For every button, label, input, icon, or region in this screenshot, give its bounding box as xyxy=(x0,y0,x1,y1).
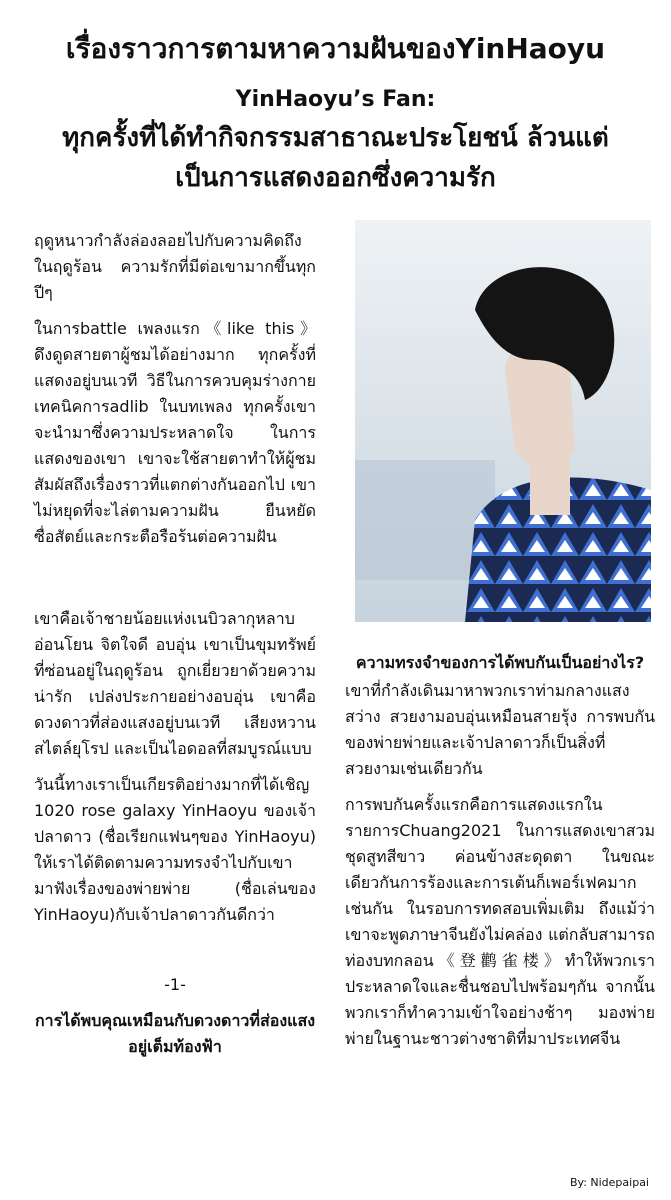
invitation-paragraph: วันนี้ทางเราเป็นเกียรติอย่างมากที่ได้เชิญ 1020 rose galaxy YinHaoyu ของเจ้าปลาดาว (ชื่อเรียกแฟนๆของ YinHaoyu) ให้เราได้ติดตามความทรงจำไปกับเขา มาฟังเรื่องของพ่ายพ่าย (ชื่อเล่นของ YinHaoyu)กับเจ้าปลาดาวกันดีกว่า xyxy=(34,775,316,924)
article-headline-line-2: เป็นการแสดงออกซึ่งความรัก xyxy=(175,163,496,193)
portrait-photo xyxy=(355,220,651,622)
prince-paragraph: เขาคือเจ้าชายน้อยแห่งเนบิวลากุหลาบ อ่อนโยน จิตใจดี อบอุ่น เขาเป็นขุมทรัพย์ที่ซ่อนอยู่ในฤดูร้อน ถูกเยี่ยวยาด้วยความน่ารัก เปล่งประกายอย่างอบอุ่น เขาคือดวงดาวที่ส่องแสงอยู่บนเวที เสียงหวานสไตล์ยุโรป และเป็นไอดอลที่สมบูรณ์แบบ xyxy=(34,609,316,758)
intro-paragraph: ฤดูหนาวกำลังล่องลอยไปกับความคิดถึงในฤดูร้อน ความรักที่มีต่อเขามากขึ้นทุกปีๆ xyxy=(34,231,316,302)
right-column xyxy=(345,650,655,1062)
left-column xyxy=(34,228,316,1062)
portrait-illustration xyxy=(355,220,651,622)
article-title: เรื่องราวการตามหาความฝันของYinHaoyu xyxy=(65,32,606,65)
article-header xyxy=(0,28,671,198)
memory-heading: ความทรงจำของการได้พบกันเป็นอย่างไร? xyxy=(355,653,645,672)
page-number: -1- xyxy=(164,975,186,994)
meeting-paragraph: เขาที่กำลังเดินมาหาพวกเราท่ามกลางแสงสว่าง สวยงามอบอุ่นเหมือนสายรุ้ง การพบกันของพ่ายพ่ายและเจ้าปลาดาวก็เป็นสิ่งที่สวยงามเช่นเดียวกัน xyxy=(345,681,655,778)
column-spacer xyxy=(34,568,316,606)
article-subtitle: YinHaoyu’s Fan: xyxy=(235,87,436,112)
battle-paragraph: ในการbattle เพลงแรก《like this》ดึงดูดสายตาผู้ชมได้อย่างมาก ทุกครั้งที่แสดงอยู่บนเวที วิธีในการควบคุมร่างกาย เทคนิคการadlib ในบทเพลง ทุกครั้งเขาจะนำมาซึ่งความประหลาดใจ ในการแสดงของเขา เขาจะใช้สายตาทำให้ผู้ชมสัมผัสถึงเรื่องราวที่แตกต่างกันออกไป เขาไม่หยุดที่จะไล่ตามความฝัน ยืนหยัด ซื่อสัตย์และกระตือรือร้นต่อความฝัน xyxy=(34,319,316,546)
byline: By: Nidepaipai xyxy=(569,1176,649,1189)
column-spacer-2 xyxy=(34,938,316,972)
closing-heading: การได้พบคุณเหมือนกับดวงดาวที่ส่องแสงอยู่เต็มท้องฟ้า xyxy=(34,1011,316,1056)
article-headline-line-1: ทุกครั้งที่ได้ทำกิจกรรมสาธาณะประโยชน์ ล้วนแต่ xyxy=(62,123,609,153)
neck xyxy=(530,445,570,515)
first-performance-paragraph: การพบกันครั้งแรกคือการแสดงแรกในรายการChuang2021 ในการแสดงเขาสวมชุดสูทสีขาว ค่อนข้างสะดุดตา ในขณะเดียวกันการร้องและการเต้นก็เพอร์เฟคมากเช่นกัน ในรอบการทดสอบเพิ่มเติม ถึงแม้ว่าเขาจะพูดภาษาจีนยังไม่คล่อง แต่กลับสามารถท่องบทกลอน《登鹳雀楼》ทำให้พวกเราประหลาดใจและชื่นชอบไปพร้อมๆกัน จากนั้นพวกเราก็ทำความเข้าใจอย่างช้าๆ มองพ่ายพ่ายในฐานะชาวต่างชาติที่มาประเทศจีน xyxy=(345,795,655,1048)
